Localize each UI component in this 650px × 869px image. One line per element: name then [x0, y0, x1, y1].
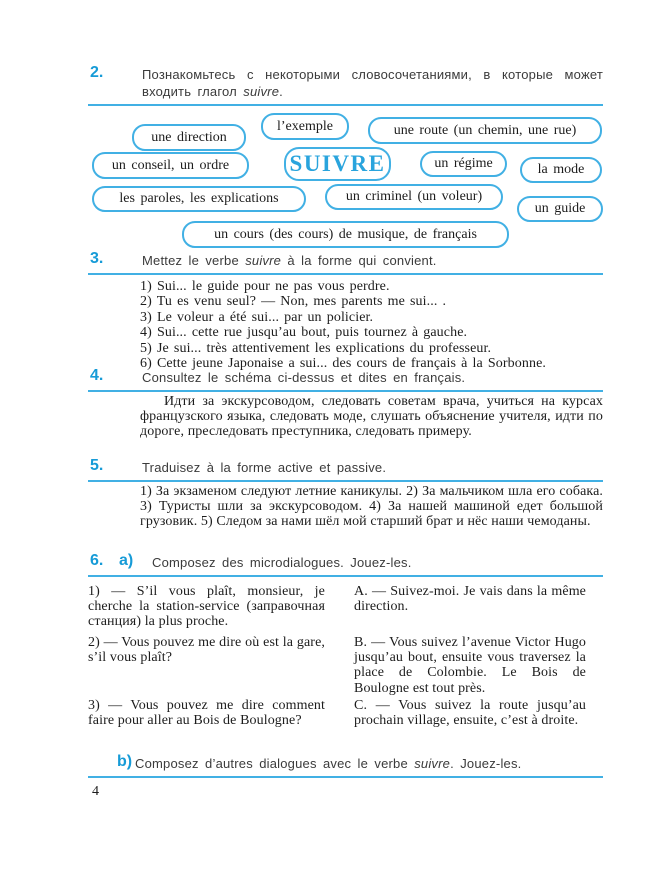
bubble-un-criminel: un criminel (un voleur) [325, 184, 503, 210]
exercise-instruction [142, 252, 603, 273]
dialogue-answer-a: A. — Suivez-moi. Je vais dans la même direction. [354, 584, 586, 615]
exercise-instruction [152, 554, 603, 575]
dialogue-question-3: 3) — Vous pouvez me dire comment faire pour aller au Bois de Boulogne? [88, 698, 325, 729]
sentence-item: 1) Sui... le guide pour ne pas vous perdre. [140, 279, 390, 294]
sentence-item: 5) Je sui... très attentivement les explications du professeur. [140, 340, 492, 356]
exercise-subletter: b) [117, 753, 133, 770]
exercise-4-text: Идти за экскурсоводом, следовать советам врача, учиться на курсах французского языка, следовать моде, слушать объяснение учителя, идти по дороге, преследовать преступника, следовать примеру. [140, 394, 603, 440]
instruction-text: Composez des microdialogues. Jouez-les. [152, 555, 412, 570]
bubble-un-conseil: un conseil, un ordre [92, 152, 249, 179]
instruction-italic: suivre [245, 253, 282, 268]
exercise-6a-header [88, 554, 603, 577]
instruction-text: . Jouez-les. [450, 756, 522, 771]
exercise-instruction [142, 369, 603, 390]
bubble-une-direction: une direction [132, 124, 246, 151]
instruction-text: Consultez le schéma ci-dessus et dites en français. [142, 370, 466, 385]
exercise-number: 3. [90, 250, 104, 267]
bubble-un-cours: un cours (des cours) de musique, de français [182, 221, 509, 248]
dialogue-answer-c: C. — Vous suivez la route jusqu’au prochain village, ensuite, c’est à droite. [354, 698, 586, 729]
instruction-italic: suivre [243, 84, 280, 99]
dialogue-question-2: 2) — Vous pouvez me dire où est la gare, s’il vous plaît? [88, 635, 325, 666]
exercise-number: 6. [90, 552, 104, 569]
instruction-text: Traduisez à la forme active et passive. [142, 460, 387, 475]
exercise-4-header [88, 369, 603, 392]
bubble-les-paroles: les paroles, les explications [92, 186, 306, 212]
bubble-une-route: une route (un chemin, une rue) [368, 117, 602, 144]
exercise-number: 4. [90, 367, 104, 384]
sentence-item: 2) Tu es venu seul? — Non, mes parents me sui... . [140, 294, 447, 310]
page-number: 4 [92, 784, 99, 799]
exercise-number: 5. [90, 457, 104, 474]
exercise-5-header [88, 459, 603, 482]
sentence-item: 4) Sui... cette rue jusqu’au bout, puis tournez à gauche. [140, 325, 468, 341]
bubble-la-mode: la mode [520, 157, 602, 183]
instruction-text: Mettez le verbe [142, 253, 246, 268]
instruction-text: . [279, 84, 283, 99]
sentence-item: 6) Cette jeune Japonaise a sui... des cours de français à la Sorbonne. [140, 356, 546, 372]
exercise-3-header [88, 252, 603, 275]
instruction-text: Composez d’autres dialogues avec le verbe [135, 756, 415, 771]
instruction-text: à la forme qui convient. [281, 253, 437, 268]
dialogue-answer-b: B. — Vous suivez l’avenue Victor Hugo jusqu’au bout, ensuite vous traversez la place de Colombie. Le Bois de Boulogne est tout près. [354, 635, 586, 696]
instruction-italic: suivre [414, 756, 451, 771]
exercise-5-text: 1) За экзаменом следуют летние каникулы. 2) За мальчиком шла его собака. 3) Туристы шли за экскурсоводом. 4) За нашей машиной едет большой грузовик. 5) Следом за нами шёл мой старший брат и нёс наши чемоданы. [140, 484, 603, 530]
exercise-instruction [142, 459, 603, 480]
instruction-text: Познакомьтесь с некоторыми словосочетаниями, в которые может входить глагол [142, 67, 603, 99]
exercise-3-sentences [140, 279, 608, 371]
bubble-un-guide: un guide [517, 196, 603, 222]
bubble-suivre-center: SUIVRE [284, 147, 391, 181]
exercise-subletter: a) [119, 552, 134, 569]
bubble-un-regime: un régime [420, 151, 507, 177]
exercise-number: 2. [90, 64, 104, 81]
bubble-l-exemple: l’exemple [261, 113, 349, 140]
exercise-2-header [88, 66, 603, 106]
exercise-6b-header [88, 755, 603, 778]
sentence-item: 3) Le voleur a été sui... par un policier. [140, 309, 374, 325]
exercise-instruction [135, 755, 603, 776]
dialogue-question-1: 1) — S’il vous plaît, monsieur, je cherche la station-service (заправочная станция) la plus proche. [88, 584, 325, 630]
exercise-instruction [142, 66, 603, 104]
